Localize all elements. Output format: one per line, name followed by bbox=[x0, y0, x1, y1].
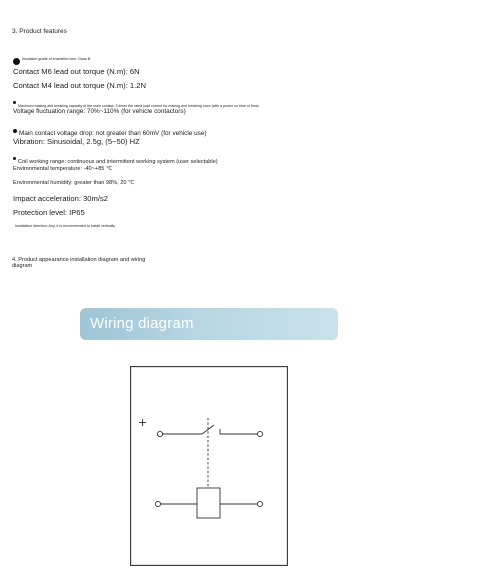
insulation-text: Insulation grade of enameled wire: Class B bbox=[22, 57, 91, 61]
install-direction-line: Installation direction: Any, it is recommended to install vertically bbox=[15, 224, 116, 228]
plus-label: + bbox=[138, 416, 148, 429]
terminal-left-coil bbox=[155, 501, 160, 506]
protection-line: Protection level: IP65 bbox=[13, 208, 85, 217]
bullet-icon bbox=[13, 129, 17, 133]
section-4-title-line2: diagram bbox=[12, 263, 33, 269]
m4-torque-line: Contact M4 lead out torque (N.m): 1.2N bbox=[13, 81, 146, 90]
voltage-fluctuation-line: Voltage fluctuation range: 70%~110% (for vehicle contactors) bbox=[13, 108, 186, 115]
coil-range-text: Coil working range: continuous and intermittent working system (user selectable) bbox=[18, 159, 218, 165]
bullet-icon bbox=[13, 101, 16, 104]
impact-line: Impact acceleration: 30m/s2 bbox=[13, 194, 108, 203]
section-4-title bbox=[12, 257, 145, 269]
env-temperature-line: Environmental temperature: -40~+85 ℃ bbox=[13, 166, 113, 172]
diagram-frame bbox=[131, 367, 288, 566]
section-4-title-line1: 4. Product appearance installation diagram and wiring bbox=[12, 257, 146, 263]
terminal-right-top bbox=[257, 431, 262, 436]
breaking-text: Maximum making and breaking capacity of the main contact: 3 times the rated load current for making and breaking once (with a power on time of 5ms) bbox=[18, 104, 259, 108]
vibration-line: Vibration: Sinusoidal, 2.5g, (5~50) HZ bbox=[13, 137, 140, 146]
bullet-icon bbox=[13, 58, 20, 65]
bullet-icon bbox=[13, 157, 16, 160]
banner-title: Wiring diagram bbox=[90, 315, 194, 332]
env-humidity-line: Environmental humidity: greater than 98%, 20 ℃ bbox=[13, 180, 135, 186]
section-3-title: 3. Product features bbox=[12, 28, 67, 35]
terminal-right-coil bbox=[257, 501, 262, 506]
wiring-diagram-banner bbox=[80, 308, 338, 340]
insulation-line bbox=[13, 49, 90, 67]
wiring-diagram bbox=[130, 366, 288, 566]
coil-box bbox=[197, 488, 220, 518]
m6-torque-line: Contact M6 lead out torque (N.m): 6N bbox=[13, 67, 140, 76]
voltage-drop-text: Main contact voltage drop: not greater than 60mV (for vehicle use) bbox=[19, 130, 207, 137]
terminal-left-top bbox=[157, 431, 162, 436]
